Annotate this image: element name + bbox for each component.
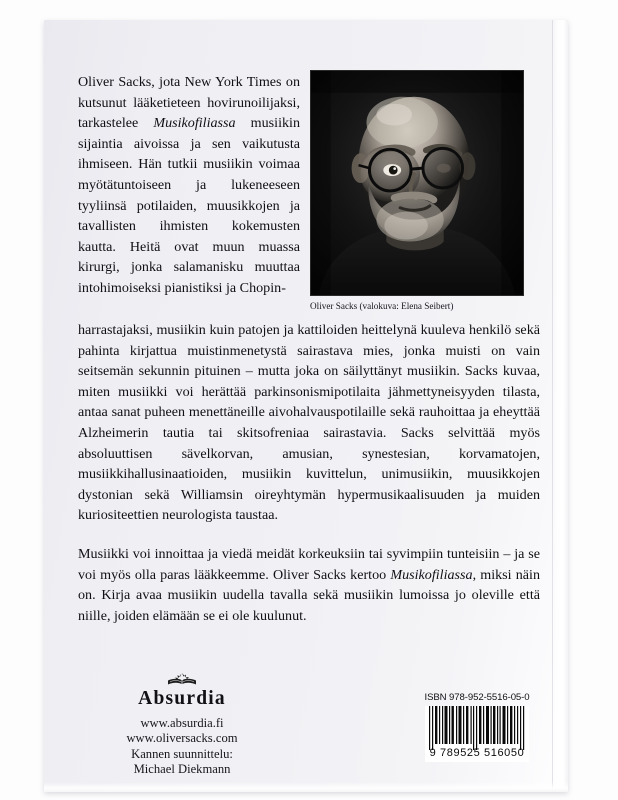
isbn-barcode <box>425 706 529 762</box>
blurb-p2-end: , miksi näin on. Kirja avaa musiikin uudella tavalla sekä musiikin lumoissa jo oleville että niille, joiden elämään se ei ole kuulunut. <box>78 566 540 624</box>
publisher-url-oliversacks[interactable]: www.oliversacks.com <box>126 730 238 745</box>
publisher-block <box>78 672 286 746</box>
author-portrait-photo <box>310 70 524 296</box>
cover-design-credit-value: Michael Diekmann <box>133 762 231 776</box>
publisher-urls <box>78 716 286 746</box>
barcode-bars-graphic <box>425 706 529 750</box>
publisher-name: Absurdia <box>138 688 226 709</box>
cover-design-credit <box>78 747 286 777</box>
book-bottom-edge <box>44 782 568 792</box>
blurb-book-title-italic-1: Musikofiliassa <box>153 115 236 132</box>
blurb-paragraph-two <box>78 544 540 626</box>
author-photo-frame <box>310 70 524 296</box>
barcode-digits: 9 789525 516050 <box>429 747 525 759</box>
absurdia-emblem-icon <box>162 672 202 688</box>
publisher-url-absurdia[interactable]: www.absurdia.fi <box>140 715 224 730</box>
cover-design-credit-label: Kannen suunnittelu: <box>131 747 233 761</box>
blurb-p2-start: Musiikki voi innoittaa ja viedä meidät korkeuksiin tai syvimpiin tunteisiin – ja se voi myös olla paras lääkkeemme. Oliver Sacks kertoo <box>78 546 540 583</box>
blurb-book-title-italic-2: Musikofiliassa <box>390 566 473 583</box>
isbn-block <box>414 692 540 762</box>
book-page-edge <box>552 20 568 792</box>
blurb-text-lead-cont: musiikin sijaintia aivoissa ja sen vaikutusta ihmiseen. Hän tutkii musiikin voimaa myötätuntoiseen ja lukeneeseen tyyliinsä potilaiden, muusikkojen ja tavallisten ihmisten kokemusten kautta. Heitä ovat muun muassa kirurgi, jonka salamanisku muuttaa intohimoiseksi pianistiksi ja Chopin- <box>78 115 300 296</box>
book-back-cover <box>44 20 568 792</box>
blurb-text-lead: Oliver Sacks, jota New York Times on kutsunut lääketieteen hovirunoilijaksi, tarkastelee <box>78 74 300 132</box>
author-photo-caption: Oliver Sacks (valokuva: Elena Seibert) <box>310 301 454 311</box>
blurb-paragraph-one-continued: harrastajaksi, musiikin kuin patojen ja kattiloiden heittelynä kuuleva henkilö sekä pahinta kirjattua muistinmenetystä sairastava mies, jonka muisti on vain seitsemän sekunnin pituinen – mutta joka on säilyttänyt musiikin. Sacks kuvaa, miten musiikki voi herättää parkinsonismipotilaita jähmettyneisyyden tilasta, antaa sanat puheen menettäneille aivohalvauspotilaille sekä rauhoittaa ja eheyttää Alzheimerin tautia tai skitsofreniaa sairastavia. Sacks selvittää myös absoluuttisen sävelkorvan, amusian, synestesian, korvamatojen, musiikkihallusinaatioiden, musiikin kuvittelun, unimusiikin, muusikkojen dystonian sekä Williamsin oireyhtymän hypermusikaalisuuden ja muiden kuriositeettien neurologista taustaa. <box>78 322 540 524</box>
isbn-number: ISBN 978-952-5516-05-0 <box>424 692 530 703</box>
cover-content-area <box>44 20 552 792</box>
blurb-paragraph-column <box>78 72 300 299</box>
